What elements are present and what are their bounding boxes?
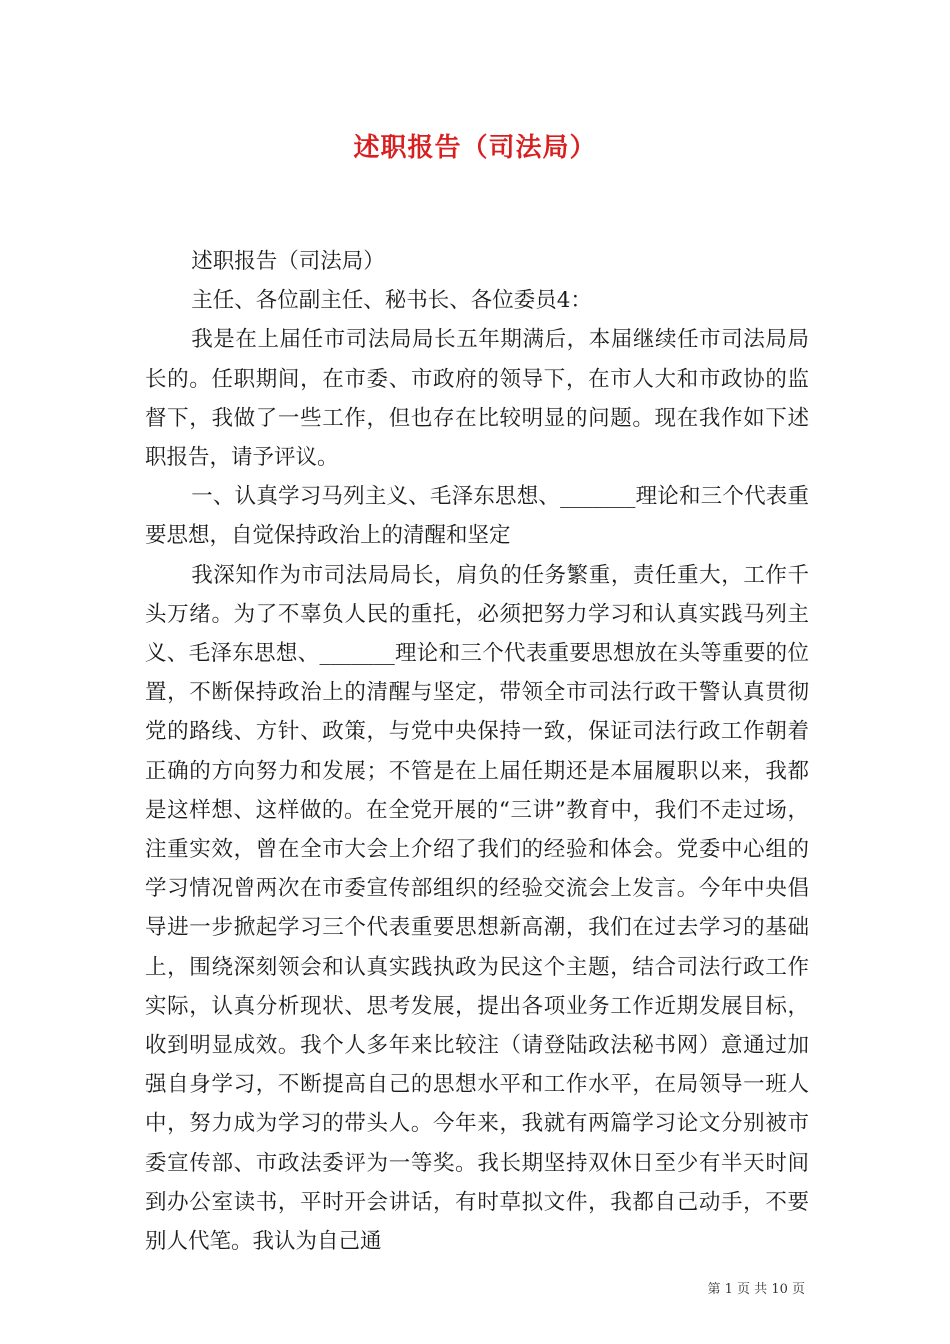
paragraph-section-heading: 一、认真学习马列主义、毛泽东思想、_______理论和三个代表重要思想，自觉保持政治上的清醒和坚定	[145, 484, 809, 549]
paragraph-intro: 我是在上届任市司法局局长五年期满后，本届继续任市司法局局长的。任职期间，在市委、市政府的领导下，在市人大和市政协的监督下，我做了一些工作，但也存在比较明显的问题。现在我作如下述职报告，请予评议。	[145, 327, 809, 471]
paragraph-body: 我深知作为市司法局局长，肩负的任务繁重，责任重大，工作千头万绪。为了不辜负人民的重托，必须把努力学习和认真实践马列主义、毛泽东思想、_______理论和三个代表重要思想放在头等重要的位置，不断保持政治上的清醒与坚定，带领全市司法行政干警认真贯彻党的路线、方针、政策，与党中央保持一致，保证司法行政工作朝着正确的方向努力和发展；不管是在上届任期还是本届履职以来，我都是这样想、这样做的。在全党开展的“三讲”教育中，我们不走过场，注重实效，曾在全市大会上介绍了我们的经验和体会。党委中心组的学习情况曾两次在市委宣传部组织的经验交流会上发言。今年中央倡导进一步掀起学习三个代表重要思想新高潮，我们在过去学习的基础上，围绕深刻领会和认真实践执政为民这个主题，结合司法行政工作实际，认真分析现状、思考发展，提出各项业务工作近期发展目标，收到明显成效。我个人多年来比较注（请登陆政法秘书网）意通过加强自身学习，不断提高自己的思想水平和工作水平，在局领导一班人中，努力成为学习的带头人。今年来，我就有两篇学习论文分别被市委宣传部、市政法委评为一等奖。我长期坚持双休日至少有半天时间到办公室读书，平时开会讲话，有时草拟文件，我都自己动手，不要别人代笔。我认为自己通	[145, 562, 809, 1255]
paragraph-heading: 述职报告（司法局）	[191, 249, 385, 274]
document-body	[145, 242, 809, 1261]
document-title: 述职报告（司法局）	[353, 133, 597, 163]
paragraph-salutation: 主任、各位副主任、秘书长、各位委员4：	[191, 288, 592, 314]
page-number-footer: 第 1 页 共 10 页	[707, 1282, 805, 1297]
